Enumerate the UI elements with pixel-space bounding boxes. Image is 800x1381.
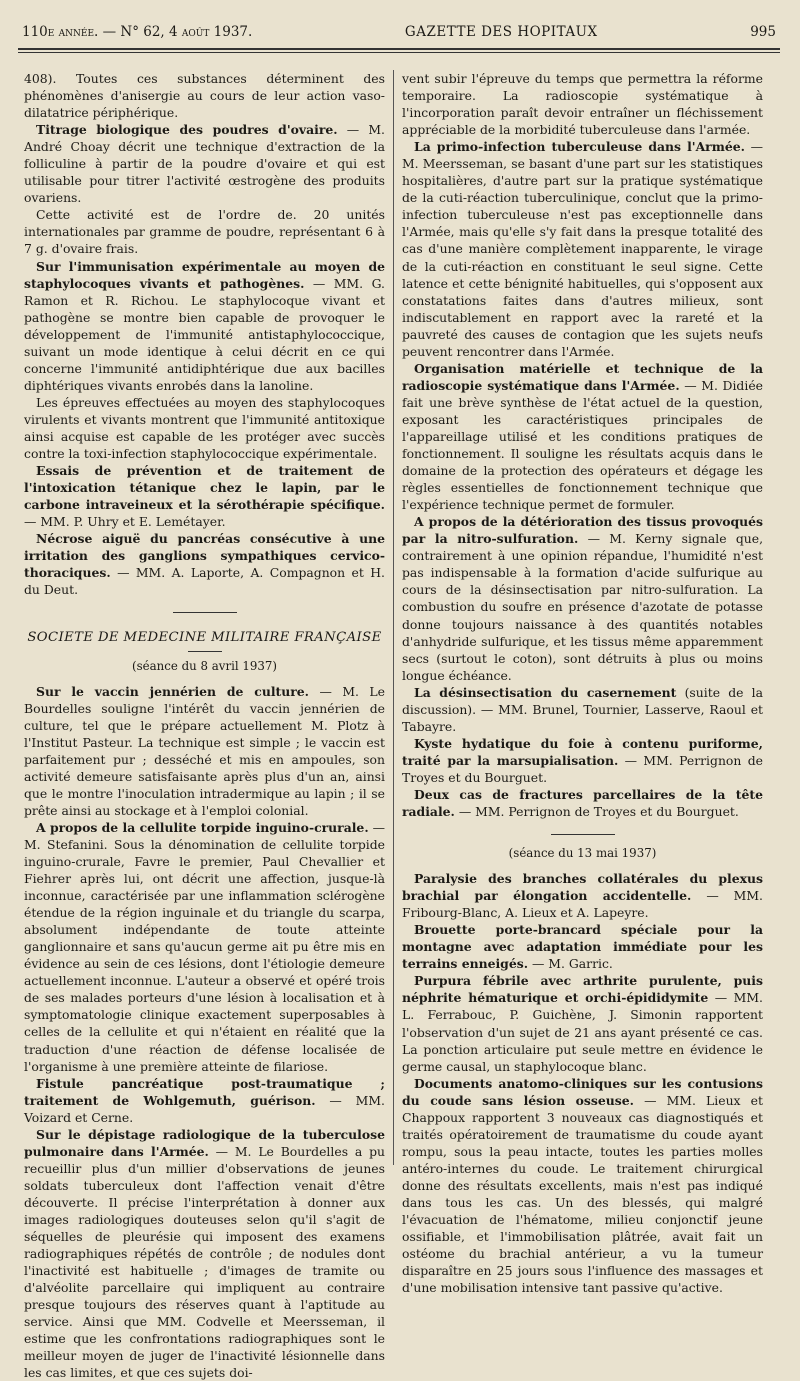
paragraph: [24, 683, 385, 819]
section-divider: [173, 612, 237, 613]
header-rule: [18, 48, 780, 50]
left-column: [24, 70, 385, 1381]
paragraph: [402, 972, 763, 1074]
paragraph: [24, 819, 385, 1075]
paragraph: 408). Toutes ces substances déterminent des phénomènes d'anisergie au cours de leur action vaso-dilatatrice périphérique.: [24, 71, 385, 121]
page-header: [22, 24, 776, 46]
article-text: — MM. Fribourg-Blanc, A. Lieux et A. Lapeyre.: [402, 888, 763, 921]
article-text: — M. Stefanini. Sous la dénomination de cellulite torpide inguino-crurale, Favre le premier, Paul Chevallier et Fiehrer après lui, ont décrit une affection, jusque-là inconnue, caractérisée par une inflammation sclérogène étendue de la région inguinale et du triangle du scarpa, absolument indépendante de toute atteinte ganglionnaire et sans qu'aucun germe ait pu être mis en évidence au sein de ces lésions, dont l'étiologie demeure actuellement inconnue. L'auteur a observé et opéré trois de ses malades porteurs d'une lésion à localisation et à symptomatologie clinique exactement superposables à celles de la cellulite et qui n'étaient en réalité que la traduction d'une réaction de défense localisée de l'organisme à une première atteinte de filariose.: [24, 819, 385, 1074]
paragraph: Les épreuves effectuées au moyen des staphylocoques virulents et vivants montrent que l'immunité antitoxique ainsi acquise est capable de les protéger avec succès contre la toxi-infection staphylococcique expérimentale.: [24, 394, 385, 462]
paragraph: Cette activité est de l'ordre de. 20 unités internationales par gramme de poudre, représentant 6 à 7 g. d'ovaire frais.: [24, 207, 385, 257]
article-title: Documents anatomo-cliniques sur les contusions du coude sans lésion osseuse.: [402, 1075, 763, 1108]
article-text: — M. Garric.: [528, 956, 613, 972]
article-text: — MM. G. Ramon et R. Richou. Le staphylocoque vivant et pathogène se montre bien capable de provoquer le développement de l'immunité antistaphylococcique, suivant un mode identique à celui décrit en ce qui concerne l'immunité antidiphtérique due aux bacilles diphtériques vivants enrobés dans la lanoline.: [24, 275, 385, 393]
paragraph: [402, 513, 763, 683]
article-title: Essais de prévention et de traitement de l'intoxication tétanique chez le lapin, par le carbone intraveineux et la sérothérapie spécifique.: [24, 463, 385, 513]
section-divider: [551, 834, 615, 835]
article-text: — M. André Choay décrit une technique d'extraction de la folliculine à partir de la poudre d'ovaire et qui est utilisable pour titrer l'activité œstrogène des produits ovariens.: [24, 122, 385, 206]
article-title: Fistule pancréatique post-traumatique ; traitement de Wohlgemuth, guérison.: [24, 1075, 385, 1108]
paragraph: [402, 921, 763, 972]
article-title: Sur l'immunisation expérimentale au moyen de staphylocoques vivants et pathogènes.: [24, 258, 385, 291]
article-text: — MM. Voizard et Cerne.: [24, 1092, 385, 1125]
header-rule-thin: [18, 52, 780, 53]
article-text: (suite de la discussion). — MM. Brunel, Tournier, Lasserve, Raoul et Tabayre.: [402, 684, 763, 734]
paragraph: [402, 684, 763, 735]
article-text: — M. Le Bourdelles a pu recueillir plus d'un millier d'observations de jeunes soldats tuberculeux dont l'affection venait d'être découverte. Il précise l'interprétation à donner aux images radiologiques douteuses selon qu'il s'agit de séquelles de pleurésie qui imposent des examens radiographiques répétés de contrôle ; de nodules dont l'inactivité est habituelle ; d'images de tramite ou d'alvéolite parcellaire qui impliquent au contraire presque toujours des réserves quant à l'aptitude au service. Ainsi que MM. Codvelle et Meersseman, il estime que les confrontations radiographiques sont le meilleur moyen de juger de l'inactivité lésionnelle dans les cas limites, et que ces sujets doi-: [24, 1143, 385, 1381]
article-text: — MM. Perrignon de Troyes et du Bourguet.: [402, 752, 764, 785]
article-text: — MM. L. Ferrabouc, P. Guichène, J. Simonin rapportent l'observation d'un sujet de 21 ans ayant présenté ce cas. La ponction articulaire put seule mettre en évidence le germe causal, un staphylocoque blanc.: [402, 990, 763, 1074]
article-title: Sur le vaccin jennérien de culture.: [36, 683, 309, 699]
paragraph: [402, 1075, 763, 1297]
article-title: A propos de la cellulite torpide inguino-crurale.: [36, 819, 369, 835]
paragraph: [24, 462, 385, 530]
article-title: Kyste hydatique du foie à contenu puriforme, traité par la marsupialisation.: [402, 735, 763, 768]
paragraph: [402, 360, 763, 513]
article-title: La primo-infection tuberculeuse dans l'Armée.: [414, 139, 745, 155]
article-title: Titrage biologique des poudres d'ovaire.: [36, 122, 338, 138]
journal-title: GAZETTE DES HOPITAUX: [404, 24, 598, 40]
article-title: A propos de la détérioration des tissus provoqués par la nitro-sulfuration.: [402, 514, 763, 547]
paragraph: [402, 138, 763, 360]
article-title: Paralysie des branches collatérales du plexus brachial par élongation accidentelle.: [402, 871, 763, 904]
session-date: (séance du 13 mai 1937): [508, 846, 657, 861]
article-title: Nécrose aiguë du pancréas consécutive à une irritation des ganglions sympathiques cervico-thoraciques.: [24, 531, 385, 581]
paragraph: [24, 530, 385, 598]
article-title: Deux cas de fractures parcellaires de la tête radiale.: [402, 786, 763, 820]
right-column: [402, 70, 763, 1296]
column-divider: [393, 70, 394, 1165]
paragraph: [24, 258, 385, 394]
article-text: — M. Kerny signale que, contrairement à une opinion répandue, l'humidité n'est pas indispensable à la formation d'acide sulfurique au cours de la désinsectisation par nitro-sulfuration. La combustion du soufre en présence d'azotate de potasse donne toujours naissance à des quantités notables d'anhydride sulfurique, et les tissus même apparemment secs (surtout le coton), sont détruits à plus ou moins longue échéance.: [402, 531, 764, 683]
paragraph: [24, 1075, 385, 1126]
section-divider: [188, 651, 222, 652]
article-title: Sur le dépistage radiologique de la tuberculose pulmonaire dans l'Armée.: [24, 1126, 385, 1159]
society-heading: SOCIETE DE MEDECINE MILITAIRE FRANÇAISE: [27, 630, 382, 646]
article-title: La désinsectisation du casernement: [414, 684, 677, 700]
page-number: 995: [750, 24, 776, 40]
session-date: (séance du 8 avril 1937): [131, 658, 278, 673]
article-text: — MM. A. Laporte, A. Compagnon et H. du Deut.: [24, 565, 385, 598]
paragraph: [402, 786, 763, 820]
article-title: Purpura fébrile avec arthrite purulente, puis néphrite hématurique et orchi-épididymite: [402, 973, 763, 1006]
paragraph: vent subir l'épreuve du temps que permettra la réforme temporaire. La radioscopie systématique à l'incorporation paraît devoir entraîner un fléchissement appréciable de la morbidité tuberculeuse dans l'armée.: [402, 71, 763, 138]
paragraph: [24, 1126, 385, 1381]
article-text: — M. Didiée fait une brève synthèse de l'état actuel de la question, exposant les caractéristiques principales de l'appareillage utilisé et les conditions pratiques de fonctionnement. Il souligne les résultats acquis dans le domaine de la protection des opérateurs et dégage les règles essentielles de fonctionnement technique que l'expérience technique permet de formuler.: [402, 377, 763, 513]
paragraph: [24, 121, 385, 206]
issue-line: 110e année. — N° 62, 4 août 1937.: [22, 24, 253, 40]
article-title: Brouette porte-brancard spéciale pour la montagne avec adaptation immédiate pour les terrains enneigés.: [402, 922, 763, 972]
article-text: — MM. Lieux et Chappoux rapportent 3 nouveaux cas diagnostiqués et traités opératoirement de traumatisme du coude ayant rompu, sous la peau intacte, toutes les parties molles antéro-internes du coude. Le traitement chirurgical donne des résultats excellents, mais n'est pas indiqué dans tous les cas. Un des blessés, qui malgré l'évacuation de l'hématome, milieu conjonctif jeune ossifiable, et l'immobilisation plâtrée, avait fait un ostéome du brachial antérieur, a vu la tumeur disparaître en 25 jours sous l'influence des massages et d'une mobilisation intensive tant passive qu'active.: [402, 1092, 763, 1296]
article-text: — MM. Perrignon de Troyes et du Bourguet.: [454, 804, 739, 820]
paragraph: [402, 735, 763, 786]
paragraph: [402, 870, 763, 921]
article-text: — M. Le Bourdelles souligne l'intérêt du vaccin jennérien de culture, tel que le prépare actuellement M. Plotz à l'Institut Pasteur. La technique est simple ; le vaccin est parfaitement pur ; desséché et mis en ampoules, son activité demeure satisfaisante après plus d'un an, ainsi que le montre l'inoculation intradermique au lapin ; il se prête ainsi au stockage et à l'emploi colonial.: [24, 683, 385, 818]
article-title: Organisation matérielle et technique de la radioscopie systématique dans l'Armée.: [402, 360, 763, 393]
article-text: — M. Meersseman, se basant d'une part sur les statistiques hospitalières, d'autre part sur la pratique systématique de la cuti-réaction tuberculinique, conclut que la primo-infection tuberculeuse n'est pas exceptionnelle dans l'Armée, mais qu'elle s'y fait dans la presque totalité des cas d'une manière complètement inapparente, le virage de la cuti-réaction en constituant le seul signe. Cette latence et cette bénignité habituelles, qui s'opposent aux constatations faites dans d'autres milieux, sont indiscutablement en rapport avec la rareté et la pauvreté des causes de contagion que les sujets neufs peuvent rencontrer dans l'Armée.: [402, 139, 763, 359]
article-text: — MM. P. Uhry et E. Lemétayer.: [24, 514, 226, 530]
